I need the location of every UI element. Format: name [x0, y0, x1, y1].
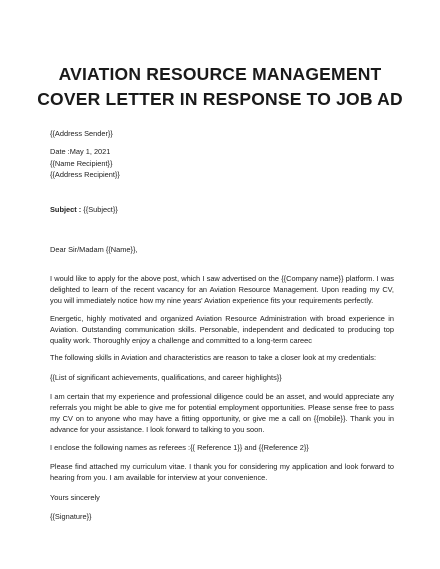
subject-value: {{Subject}}: [81, 205, 118, 215]
paragraph-achievements: {{List of significant achievements, qualifications, and career highlights}}: [50, 373, 282, 383]
title-line-1: AVIATION RESOURCE MANAGEMENT: [58, 64, 382, 84]
title-line-2: COVER LETTER IN RESPONSE TO JOB AD: [37, 89, 403, 109]
document-title: [0, 62, 440, 112]
recipient-address: {{Address Recipient}}: [50, 170, 120, 179]
recipient-name: {{Name Recipient}}: [50, 159, 113, 168]
subject-label: Subject :: [50, 205, 82, 215]
paragraph-application: I would like to apply for the above post, which I saw advertised on the {{Company name}} platform. I was delighted to learn of the recent vacancy for an Aviation Resource Management. Upon reading my CV, you will immediately notice how my nine years' Aviation experience fits your requirements perfectly.: [50, 274, 394, 306]
salutation: Dear Sir/Madam {{Name}},: [50, 245, 138, 255]
paragraph-closing-remarks: Please find attached my curriculum vitae. I thank you for considering my application and look forward to hearing from you. I am available for interview at your convenience.: [50, 462, 394, 483]
letter-date: Date :May 1, 2021: [50, 147, 111, 157]
paragraph-referees: I enclose the following names as referees :{{ Reference 1}} and {{Reference 2}}: [50, 443, 309, 453]
signature-placeholder: {{Signature}}: [50, 512, 92, 522]
paragraph-referrals: I am certain that my experience and professional diligence could be an asset, and would appreciate any referrals you might be able to give me for potential employment opportunities. Please sense free to pass my CV on to anyone who may have a fitting opportunity, or give me a call on {{mobile}}. Thank you in advance for your assistance. I look forward to talking to you soon.: [50, 392, 394, 435]
paragraph-profile: Energetic, highly motivated and organized Aviation Resource Administration with broad experience in Aviation. Outstanding communication skills. Personable, independent and dedicated to producing top quality work. Thoroughly enjoy a challenge and committed to a long-term careec: [50, 314, 394, 346]
closing-phrase: Yours sincerely: [50, 493, 100, 503]
subject-line: [50, 204, 394, 215]
sender-address: {{Address Sender}}: [50, 129, 113, 139]
paragraph-skills-intro: The following skills in Aviation and characteristics are reason to take a closer look at my credentials:: [50, 353, 377, 363]
recipient-block: [50, 158, 394, 180]
